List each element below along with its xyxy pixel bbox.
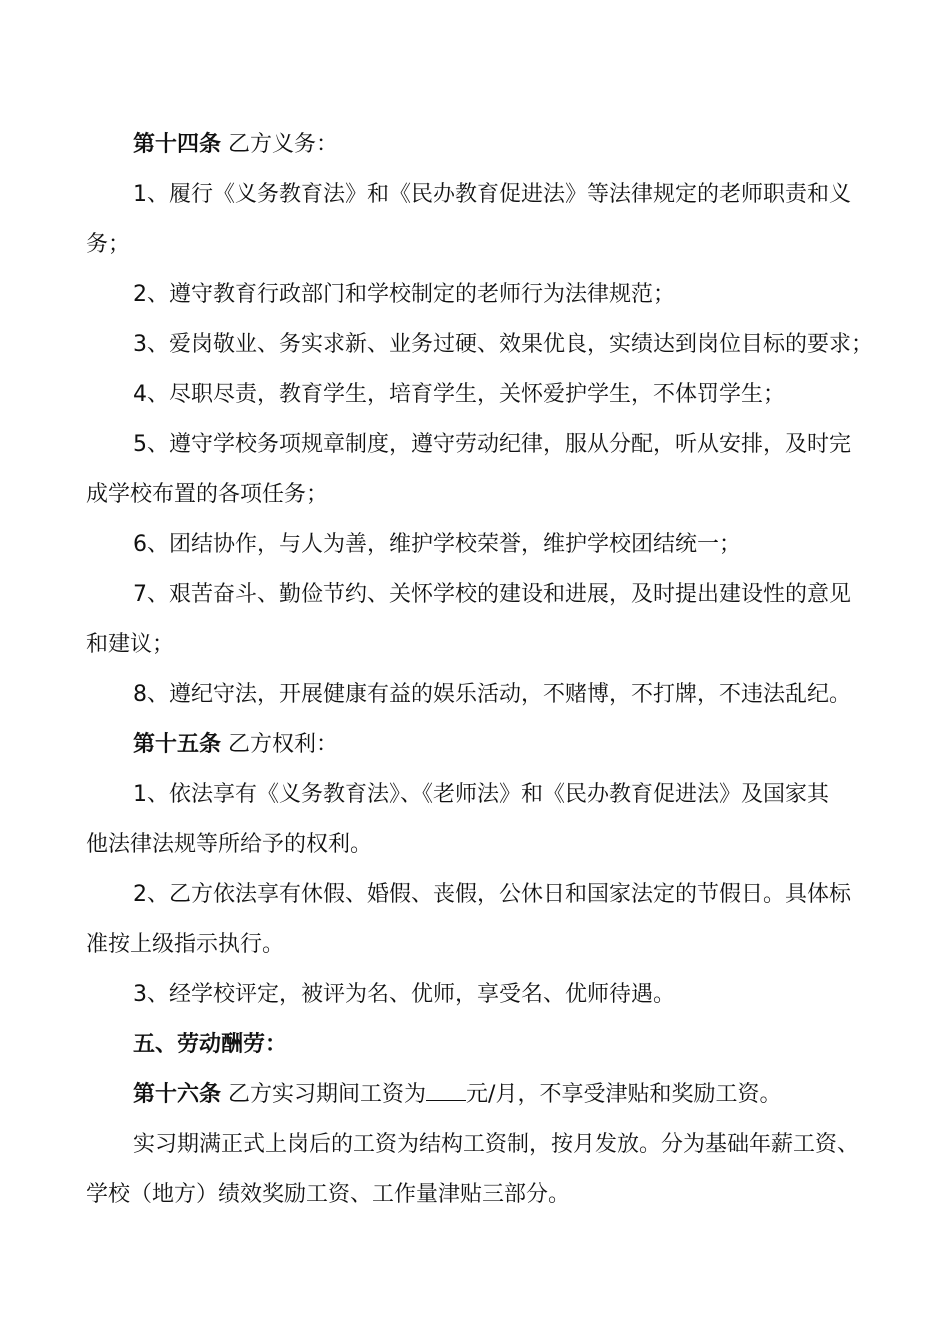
article-15-heading: 第十五条 [133,732,222,757]
duty-1: 1、履行《义务教育法》和《民办教育促进法》等法律规定的老师职责和义 [133,182,851,207]
section-5-heading: 五、劳动酬劳： [133,1032,288,1057]
duty-5-cont: 成学校布置的各项任务； [86,482,329,507]
article-16-heading: 第十六条 [133,1082,222,1107]
article-14-text: 乙方义务： [228,132,339,157]
duty-8: 8、遵纪守法，开展健康有益的娱乐活动，不赌博，不打牌，不违法乱纪。 [133,682,851,707]
salary-paragraph: 实习期满正式上岗后的工资为结构工资制，按月发放。分为基础年薪工资、 [133,1132,860,1157]
duty-7-cont: 和建议； [86,632,175,657]
right-1: 1、依法享有《义务教育法》、《老师法》和《民办教育促进法》及国家其 [133,782,829,807]
duty-7: 7、艰苦奋斗、勤俭节约、关怀学校的建设和进展，及时提出建设性的意见 [133,582,851,607]
right-3: 3、经学校评定，被评为名、优师，享受名、优师待遇。 [133,982,675,1007]
salary-paragraph-cont: 学校（地方）绩效奖励工资、工作量津贴三部分。 [86,1182,571,1207]
article-16 [133,1080,933,1110]
article-14-heading: 第十四条 [133,132,222,157]
duty-2: 2、遵守教育行政部门和学校制定的老师行为法律规范； [133,282,675,307]
duty-3: 3、爱岗敬业、务实求新、业务过硬、效果优良，实绩达到岗位目标的要求； [133,332,873,357]
duty-1-cont: 务； [86,232,131,257]
article-15 [133,730,933,760]
right-2-cont: 准按上级指示执行。 [86,932,285,957]
right-1-cont: 他法律法规等所给予的权利。 [86,832,373,857]
article-16-text-after: 元/月，不享受津贴和奖励工资。 [466,1082,782,1107]
right-2: 2、乙方依法享有休假、婚假、丧假，公休日和国家法定的节假日。具体标 [133,882,851,907]
duty-4: 4、尽职尽责，教育学生，培育学生，关怀爱护学生，不体罚学生； [133,382,785,407]
article-14 [133,130,933,160]
salary-blank [426,1080,466,1101]
article-15-text: 乙方权利： [228,732,339,757]
article-16-text-before: 乙方实习期间工资为 [228,1082,427,1107]
duty-5: 5、遵守学校务项规章制度，遵守劳动纪律，服从分配，听从安排，及时完 [133,432,851,457]
duty-6: 6、团结协作，与人为善，维护学校荣誉，维护学校团结统一； [133,532,741,557]
